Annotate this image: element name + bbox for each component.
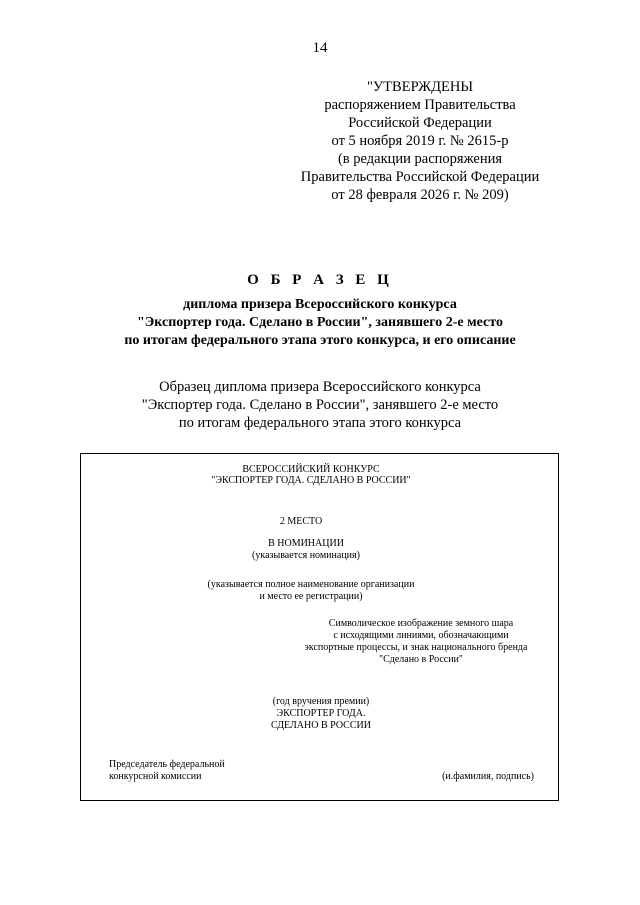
page-number: 14 <box>312 40 328 56</box>
subtitle-line: "Экспортер года. Сделано в России", занявшего 2-е место <box>137 315 503 330</box>
diploma-image-note: "Сделано в России" <box>378 654 463 665</box>
subtitle-line: по итогам федерального этапа этого конкурса, и его описание <box>124 333 516 348</box>
approval-line: от 5 ноября 2019 г. № 2615-р <box>331 133 509 149</box>
diploma-image-note: экспортные процессы, и знак национального бренда <box>304 642 528 653</box>
diploma-org-note: (указывается полное наименование организации <box>207 579 415 590</box>
diploma-chair-label: Председатель федеральной <box>109 759 225 770</box>
document-title: О Б Р А З Е Ц <box>247 272 393 288</box>
diploma-image-note: с исходящими линиями, обозначающими <box>333 630 509 641</box>
diploma-contest-line: ВСЕРОССИЙСКИЙ КОНКУРС <box>242 464 380 475</box>
caption-line: Образец диплома призера Всероссийского конкурса <box>159 379 481 395</box>
approval-line: "УТВЕРЖДЕНЫ <box>367 79 473 95</box>
subtitle-line: диплома призера Всероссийского конкурса <box>183 297 457 312</box>
diploma-brand-line: СДЕЛАНО В РОССИИ <box>271 720 371 731</box>
diploma-chair-label: конкурсной комиссии <box>109 771 202 782</box>
diploma-brand-line: ЭКСПОРТЕР ГОДА. <box>276 708 366 719</box>
approval-line: (в редакции распоряжения <box>337 151 503 167</box>
approval-line: Российской Федерации <box>348 115 492 131</box>
diploma-place: 2 МЕСТО <box>279 516 323 527</box>
sample-caption <box>0 378 640 432</box>
diploma-year-note: (год вручения премии) <box>272 696 370 707</box>
diploma-signature-note: (и.фамилия, подпись) <box>442 771 534 782</box>
caption-line: "Экспортер года. Сделано в России", занявшего 2-е место <box>141 397 499 413</box>
diploma-nomination-note: (указывается номинация) <box>252 550 360 561</box>
approval-block <box>300 78 540 204</box>
diploma-image-note: Символическое изображение земного шара <box>328 618 514 629</box>
approval-line: распоряжением Правительства <box>324 97 516 113</box>
diploma-nomination: В НОМИНАЦИИ <box>268 538 344 549</box>
document-subtitle <box>0 296 640 350</box>
diploma-contest-line: "ЭКСПОРТЕР ГОДА. СДЕЛАНО В РОССИИ" <box>211 475 411 486</box>
approval-line: от 28 февраля 2026 г. № 209) <box>331 187 509 203</box>
approval-line: Правительства Российской Федерации <box>300 169 540 185</box>
caption-line: по итогам федерального этапа этого конкурса <box>178 415 462 431</box>
diploma-org-note: и место ее регистрации) <box>259 591 363 602</box>
diploma-sample-frame <box>80 453 559 801</box>
